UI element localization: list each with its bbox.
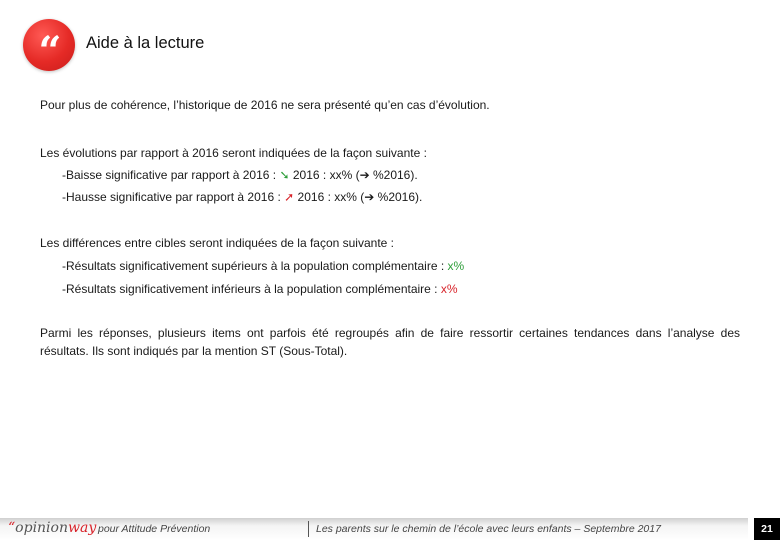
superieurs-line: [62, 259, 464, 273]
logo-way: way: [67, 520, 97, 536]
baisse-end: %2016).: [369, 168, 418, 182]
differences-heading: Les différences entre cibles seront indiquées de la façon suivante :: [40, 236, 394, 250]
opinionway-logo: [8, 520, 96, 536]
arrow-right-icon: ➔: [364, 190, 375, 204]
baisse-label: -Baisse significative par rapport à 2016 :: [62, 168, 277, 182]
hausse-line: [62, 190, 422, 204]
hausse-value: 2016 : xx% (: [297, 190, 365, 204]
client-name: pour Attitude Prévention: [98, 523, 211, 535]
arrow-down-right-icon: ➘: [279, 168, 290, 182]
quote-glyph: “: [38, 28, 60, 75]
sous-total-note: Parmi les réponses, plusieurs items ont parfois été regroupés afin de faire ressortir certaines tendances dans l’analyse des résultats. Ils sont indiqués par la mention ST (Sous-Total).: [40, 326, 740, 358]
superieurs-value: x%: [447, 259, 465, 273]
baisse-value: 2016 : xx% (: [292, 168, 360, 182]
arrow-up-right-icon: ➚: [284, 190, 295, 204]
logo-quote: “: [8, 520, 16, 536]
inferieurs-value: x%: [440, 282, 458, 296]
study-title: Les parents sur le chemin de l’école avec leurs enfants – Septembre 2017: [316, 523, 661, 535]
inferieurs-line: [62, 282, 458, 296]
baisse-line: [62, 168, 418, 182]
footer: [0, 518, 780, 540]
hausse-label: -Hausse significative par rapport à 2016 :: [62, 190, 281, 204]
logo-opinion: opinion: [15, 520, 68, 536]
page-number: 21: [754, 518, 780, 540]
inferieurs-label: -Résultats significativement inférieurs à la population complémentaire :: [62, 282, 441, 296]
superieurs-label: -Résultats significativement supérieurs à la population complémentaire :: [62, 259, 448, 273]
arrow-right-icon: ➔: [359, 168, 370, 182]
hausse-end: %2016).: [374, 190, 423, 204]
page-title: Aide à la lecture: [86, 34, 205, 52]
footer-divider: [308, 521, 309, 537]
evolutions-heading: Les évolutions par rapport à 2016 seront indiquées de la façon suivante :: [40, 146, 427, 160]
intro-text: Pour plus de cohérence, l’historique de 2016 ne sera présenté qu’en cas d’évolution.: [40, 98, 490, 112]
quote-icon: [23, 19, 75, 75]
